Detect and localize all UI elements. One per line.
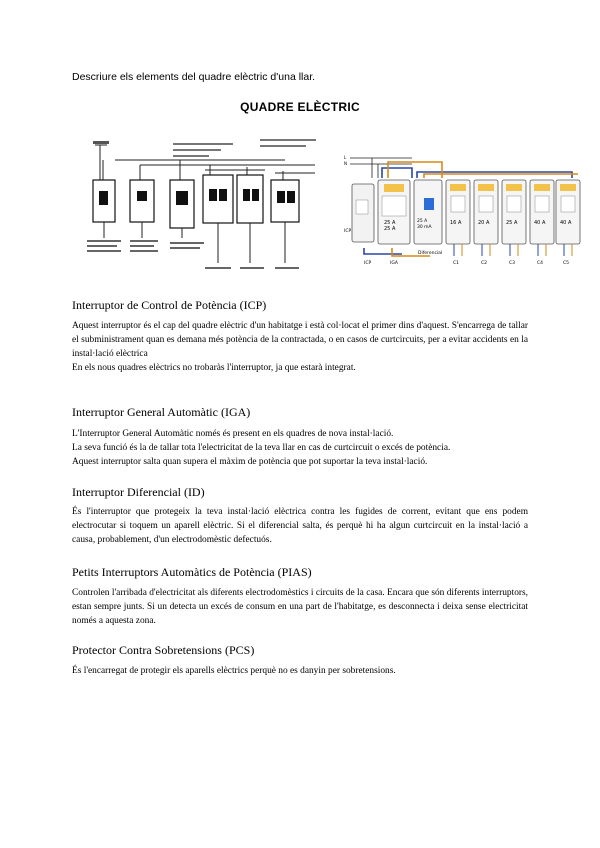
label-c4: C4: [537, 261, 544, 266]
page-title: QUADRE ELÈCTRIC: [240, 100, 360, 114]
label-c3: C3: [509, 261, 516, 266]
label-diferencial: Diferencial: [418, 251, 443, 256]
breaker-panel-diagram: [342, 150, 582, 268]
paragraph-pcs-1: És l'encarregat de protegir els aparells elèctrics perquè no es danyin per sobretensions.: [72, 666, 396, 676]
label-c1: C1: [453, 261, 460, 266]
paragraph-pias-1: Controlen l'arribada d'electricitat als diferents electrodomèstics i circuits de la casa. Encara que són diferents interruptors, estan sempre junts. Si un detecta un excés de consum en una part de l'habitatge, es desconnecta i deixa sense electricitat només a aquesta zona.: [72, 588, 528, 626]
breaker-label-iga-a: 25 A: [384, 220, 396, 226]
breaker-label-iga-b: 25 A: [384, 226, 396, 232]
paragraph-icp-1: Aquest interruptor és el cap del quadre elèctric d'un habitatge i està col·locat el primer dins d'aquest. S'encarrega de tallar el subministrament quan es demana més potència de la contractada, o en casos de curtcircuits, per a evitar accidents en la instal·lació elèctrica: [72, 321, 528, 359]
svg-text:N: N: [344, 161, 347, 166]
breaker-label-c4: 40 A: [534, 220, 546, 226]
breaker-label-c2: 20 A: [478, 220, 490, 226]
label-iga: IGA: [390, 261, 398, 266]
label-icp: ICP: [364, 261, 372, 266]
label-c5: C5: [563, 261, 570, 266]
heading-iga: Interruptor General Automàtic (IGA): [72, 405, 251, 419]
label-icp-side: ICP: [344, 229, 352, 234]
label-c2: C2: [481, 261, 488, 266]
svg-text:L: L: [344, 155, 347, 160]
heading-pias: Petits Interruptors Automàtics de Potència (PIAS): [72, 565, 312, 579]
breaker-label-c1: 16 A: [450, 220, 462, 226]
section-icp-body: [72, 319, 528, 375]
differential-rating: 25 A: [417, 219, 428, 224]
paragraph-iga-1: L'Interruptor General Automàtic només és present en els quadres de nova instal·lació.: [72, 429, 394, 439]
section-iga-body: [72, 427, 528, 469]
paragraph-iga-2: La seva funció és la de tallar tota l'electricitat de la teva llar en cas de curtcircuit o excés de potència.: [72, 443, 451, 453]
breaker-label-c5: 40 A: [560, 220, 572, 226]
differential-sensitivity: 30 mA: [417, 225, 432, 230]
section-id-body: [72, 505, 528, 547]
breaker-label-c3: 25 A: [506, 220, 518, 226]
intro-text: Descriure els elements del quadre elèctric d'una llar.: [72, 71, 316, 83]
section-pcs-body: [72, 664, 528, 678]
paragraph-icp-2: En els nous quadres elèctrics no trobaràs l'interruptor, ja que estarà integrat.: [72, 363, 356, 373]
heading-icp: Interruptor de Control de Potència (ICP): [72, 298, 267, 312]
heading-id: Interruptor Diferencial (ID): [72, 485, 205, 499]
schematic-diagram-left: [85, 135, 330, 280]
paragraph-iga-3: Aquest interruptor salta quan supera el màxim de potència que pot suportar la teva instal·lació.: [72, 457, 428, 467]
section-pias-body: [72, 586, 528, 628]
paragraph-id-1: És l'interruptor que protegeix la teva instal·lació elèctrica contra les fugides de corrent, evitant que ens podem electrocutar si toquem un aparell elèctric. Si el diferencial salta, és perquè hi ha algun curtcircuit en la instal·lació a causa, probablement, d'un electrodomèstic defectuós.: [72, 507, 528, 545]
heading-pcs: Protector Contra Sobretensions (PCS): [72, 643, 255, 657]
